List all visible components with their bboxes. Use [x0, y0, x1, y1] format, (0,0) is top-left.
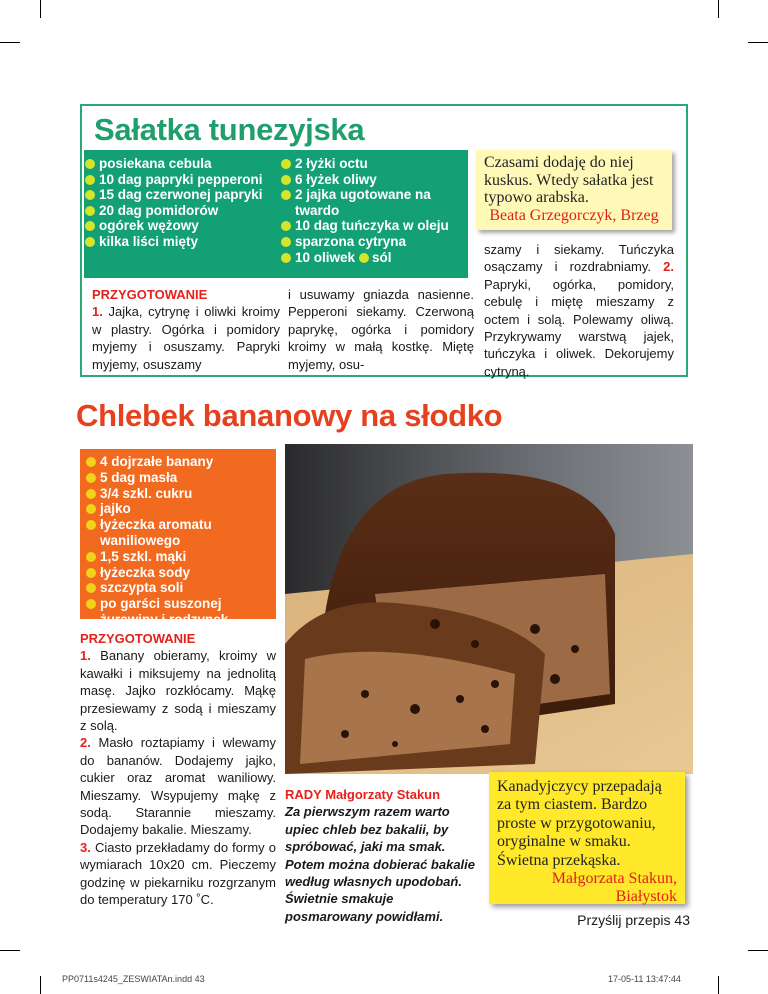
bullet-icon [86, 568, 96, 578]
ingredient-item: szczypta soli [85, 580, 275, 596]
bullet-icon [281, 253, 291, 263]
ingredient-item: 2 jajka ugotowane na twardo [280, 187, 464, 218]
bullet-icon [86, 583, 96, 593]
bullet-icon [85, 237, 95, 247]
crop-mark [40, 976, 41, 994]
prep-heading: PRZYGOTOWANIE [92, 287, 208, 302]
note-text: Kanadyjczycy przepadają za tym ciastem. Bardzo proste w przygotowaniu, oryginalne w smaku. Świetna przekąska. [497, 778, 662, 869]
ingredient-item: 3/4 szkl. cukru [85, 486, 275, 502]
crop-mark [40, 0, 41, 18]
crop-mark [0, 950, 20, 951]
print-file-name: PP0711s4245_ZESWIATAn.indd 43 [62, 974, 205, 984]
step-number: 2. [663, 259, 674, 275]
prep-heading: PRZYGOTOWANIE [80, 631, 196, 646]
bullet-icon [281, 159, 291, 169]
ingredient-item: sparzona cytryna [280, 234, 464, 250]
step-text: Jajka, cytrynę i oliwki kroimy w plastry. Ogórka i pomidory myjemy i osuszamy. Papryki myjemy, osuszamy [92, 304, 280, 372]
ingredient-item: 10 oliwek sól [280, 250, 464, 266]
bullet-icon [85, 221, 95, 231]
bullet-icon [86, 520, 96, 530]
crop-mark [718, 0, 719, 18]
ingredient-item: 5 dag masła [85, 470, 275, 486]
salad-ingredients-col2 [280, 156, 464, 265]
banana-ingredients-box [80, 449, 276, 627]
banana-prep [80, 630, 276, 909]
salad-prep-col3 [484, 241, 674, 380]
ingredient-item: kilka liści mięty [84, 234, 274, 250]
bullet-icon [85, 190, 95, 200]
step-text: szamy i siekamy. Tuńczyka osączamy i rozdrabniamy. [484, 242, 674, 275]
ingredient-item: jajko [85, 501, 275, 517]
banana-bread-image [285, 444, 693, 774]
bullet-icon [86, 473, 96, 483]
tips-text: Za pierwszym razem warto upiec chleb bez bakalii, by spróbować, jaki ma smak. Potem można dobierać bakalie według własnych upodobań. Świetnie smakuje posmarowany powidłami. [285, 804, 476, 924]
banana-ingredients-list [85, 454, 275, 628]
ingredient-item: 2 łyżki octu [280, 156, 464, 172]
ingredient-item: 1,5 szkl. mąki [85, 549, 275, 565]
note-signature-name: Małgorzata Stakun, [551, 870, 677, 888]
step-text: Masło roztapiamy i wlewamy do bananów. Dodajemy jajko, cukier oraz aromat waniliowy. Mieszamy. Wsypujemy mąkę z sodą. Starannie mieszamy. Dodajemy bakalie. Mieszamy. [80, 735, 276, 838]
step-number: 3. [80, 839, 91, 855]
ingredient-item: 20 dag pomidorów [84, 203, 274, 219]
step-text: i usuwamy gniazda nasienne. Pepperoni siekamy. Czerwoną paprykę, ogórka i pomidory kroimy w małą kostkę. Miętę myjemy, osu- [288, 287, 474, 372]
banana-bread-photo [285, 444, 693, 774]
bullet-icon [85, 159, 95, 169]
salad-ingredients-box [84, 150, 468, 278]
bullet-icon [86, 599, 96, 609]
crop-mark [748, 42, 768, 43]
step-text: Ciasto przekładamy do formy o wymiarach 10x20 cm. Pieczemy godzinę w piekarniku rozgrzanym do temperatury 170 ˚C. [80, 839, 276, 908]
salad-reader-note [476, 150, 672, 230]
crop-mark [0, 42, 20, 43]
step-text: Papryki, ogórka, pomidory, cebulę i miętę mieszamy z octem i solą. Polewamy oliwą. Przykrywamy warstwą jajek, tuńczyka i oliwek. Dekorujemy cytryną. [484, 276, 674, 379]
ingredient-item: 4 dojrzałe banany [85, 454, 275, 470]
bullet-icon [359, 253, 369, 263]
banana-reader-note [489, 772, 685, 904]
salad-title: Sałatka tunezyjska [94, 112, 365, 147]
salad-prep-col2 [288, 286, 474, 373]
bullet-icon [86, 552, 96, 562]
ingredient-item: 10 dag papryki pepperoni [84, 172, 274, 188]
bullet-icon [85, 206, 95, 216]
note-text: Czasami dodaję do niej kuskus. Wtedy sałatka jest typowo arabska. [484, 154, 654, 206]
ingredient-item: ogórek wężowy [84, 218, 274, 234]
step-number: 1. [92, 304, 103, 320]
send-recipe-page-label: Przyślij przepis 43 [577, 912, 690, 928]
bullet-icon [281, 190, 291, 200]
salad-ingredients-col1 [84, 156, 274, 250]
bullet-icon [85, 175, 95, 185]
ingredient-item: łyżeczka sody [85, 565, 275, 581]
bullet-icon [281, 237, 291, 247]
step-text: Banany obieramy, kroimy w kawałki i miksujemy na jednolitą masę. Jajko rozkłócamy. Mąkę przesiewamy z sodą i mieszamy z solą. [80, 648, 276, 734]
salad-prep-col1 [92, 286, 280, 373]
ingredient-item: 15 dag czerwonej papryki [84, 187, 274, 203]
ingredient-item: posiekana cebula [84, 156, 274, 172]
banana-bread-title: Chlebek bananowy na słodko [76, 398, 503, 433]
step-number: 1. [80, 648, 91, 664]
note-signature-city: Białystok [615, 888, 677, 906]
print-timestamp: 17-05-11 13:47:44 [608, 974, 681, 984]
crop-mark [748, 950, 768, 951]
crop-mark [718, 976, 719, 994]
bullet-icon [281, 175, 291, 185]
step-number: 2. [80, 735, 91, 751]
bullet-icon [86, 504, 96, 514]
ingredient-item: po garści suszonej żurawiny i rodzynek [85, 596, 275, 628]
ingredient-item: 10 dag tuńczyka w oleju [280, 218, 464, 234]
ingredient-item: 6 łyżek oliwy [280, 172, 464, 188]
ingredient-item: łyżeczka aromatu waniliowego [85, 517, 275, 549]
note-signature: Beata Grzegorczyk, Brzeg [489, 206, 659, 224]
tips-heading: RADY Małgorzaty Stakun [285, 787, 441, 802]
bullet-icon [86, 489, 96, 499]
tips-box [285, 786, 481, 925]
bullet-icon [86, 457, 96, 467]
bullet-icon [281, 221, 291, 231]
